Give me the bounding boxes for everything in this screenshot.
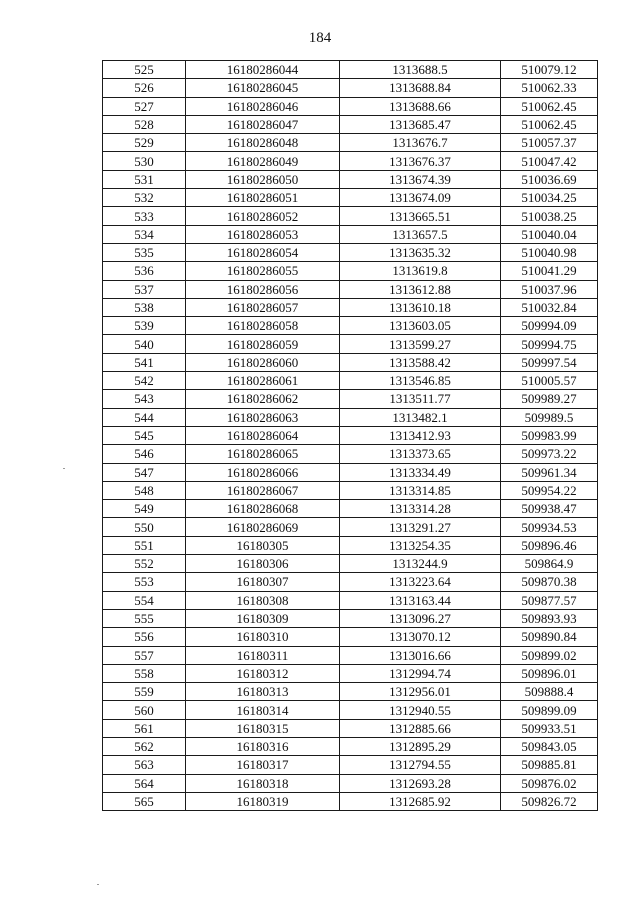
x-coordinate-cell: 1313291.27	[340, 518, 501, 536]
x-coordinate-cell: 1312940.55	[340, 701, 501, 719]
row-index-cell: 542	[103, 372, 186, 390]
y-coordinate-cell: 509994.75	[501, 335, 598, 353]
x-coordinate-cell: 1312794.55	[340, 756, 501, 774]
table-row	[103, 115, 598, 133]
table-row	[103, 189, 598, 207]
y-coordinate-cell: 510034.25	[501, 189, 598, 207]
row-index-cell: 563	[103, 756, 186, 774]
x-coordinate-cell: 1313314.28	[340, 500, 501, 518]
table-row	[103, 628, 598, 646]
point-id-cell: 16180309	[186, 609, 340, 627]
x-coordinate-cell: 1313635.32	[340, 243, 501, 261]
y-coordinate-cell: 509983.99	[501, 426, 598, 444]
row-index-cell: 532	[103, 189, 186, 207]
point-id-cell: 16180312	[186, 664, 340, 682]
table-row	[103, 170, 598, 188]
coordinates-table-body	[103, 61, 598, 811]
y-coordinate-cell: 509954.22	[501, 481, 598, 499]
x-coordinate-cell: 1312885.66	[340, 719, 501, 737]
table-row	[103, 353, 598, 371]
row-index-cell: 564	[103, 774, 186, 792]
y-coordinate-cell: 510032.84	[501, 298, 598, 316]
point-id-cell: 16180286054	[186, 243, 340, 261]
table-row	[103, 134, 598, 152]
y-coordinate-cell: 509899.02	[501, 646, 598, 664]
y-coordinate-cell: 510062.45	[501, 115, 598, 133]
y-coordinate-cell: 509864.9	[501, 555, 598, 573]
x-coordinate-cell: 1313603.05	[340, 317, 501, 335]
y-coordinate-cell: 510057.37	[501, 134, 598, 152]
point-id-cell: 16180307	[186, 573, 340, 591]
y-coordinate-cell: 509877.57	[501, 591, 598, 609]
table-row	[103, 207, 598, 225]
point-id-cell: 16180286046	[186, 97, 340, 115]
row-index-cell: 558	[103, 664, 186, 682]
y-coordinate-cell: 509989.5	[501, 408, 598, 426]
point-id-cell: 16180286066	[186, 463, 340, 481]
point-id-cell: 16180286059	[186, 335, 340, 353]
scan-speck	[63, 468, 65, 469]
x-coordinate-cell: 1313612.88	[340, 280, 501, 298]
x-coordinate-cell: 1312994.74	[340, 664, 501, 682]
x-coordinate-cell: 1313674.39	[340, 170, 501, 188]
table-row	[103, 536, 598, 554]
row-index-cell: 554	[103, 591, 186, 609]
y-coordinate-cell: 510037.96	[501, 280, 598, 298]
y-coordinate-cell: 509899.09	[501, 701, 598, 719]
point-id-cell: 16180286063	[186, 408, 340, 426]
y-coordinate-cell: 509870.38	[501, 573, 598, 591]
x-coordinate-cell: 1313688.84	[340, 79, 501, 97]
x-coordinate-cell: 1313657.5	[340, 225, 501, 243]
point-id-cell: 16180286069	[186, 518, 340, 536]
row-index-cell: 547	[103, 463, 186, 481]
point-id-cell: 16180286044	[186, 61, 340, 79]
table-row	[103, 774, 598, 792]
y-coordinate-cell: 509890.84	[501, 628, 598, 646]
x-coordinate-cell: 1313314.85	[340, 481, 501, 499]
row-index-cell: 539	[103, 317, 186, 335]
row-index-cell: 536	[103, 262, 186, 280]
x-coordinate-cell: 1313254.35	[340, 536, 501, 554]
x-coordinate-cell: 1313223.64	[340, 573, 501, 591]
x-coordinate-cell: 1313588.42	[340, 353, 501, 371]
x-coordinate-cell: 1313674.09	[340, 189, 501, 207]
table-row	[103, 390, 598, 408]
row-index-cell: 544	[103, 408, 186, 426]
y-coordinate-cell: 510062.33	[501, 79, 598, 97]
point-id-cell: 16180318	[186, 774, 340, 792]
y-coordinate-cell: 509843.05	[501, 737, 598, 755]
table-row	[103, 426, 598, 444]
y-coordinate-cell: 509876.02	[501, 774, 598, 792]
table-row	[103, 61, 598, 79]
y-coordinate-cell: 510036.69	[501, 170, 598, 188]
row-index-cell: 526	[103, 79, 186, 97]
point-id-cell: 16180286068	[186, 500, 340, 518]
row-index-cell: 535	[103, 243, 186, 261]
row-index-cell: 529	[103, 134, 186, 152]
point-id-cell: 16180317	[186, 756, 340, 774]
row-index-cell: 540	[103, 335, 186, 353]
point-id-cell: 16180313	[186, 683, 340, 701]
table-row	[103, 500, 598, 518]
row-index-cell: 537	[103, 280, 186, 298]
table-row	[103, 664, 598, 682]
table-row	[103, 152, 598, 170]
row-index-cell: 555	[103, 609, 186, 627]
table-row	[103, 683, 598, 701]
point-id-cell: 16180308	[186, 591, 340, 609]
point-id-cell: 16180286056	[186, 280, 340, 298]
row-index-cell: 534	[103, 225, 186, 243]
point-id-cell: 16180286067	[186, 481, 340, 499]
row-index-cell: 546	[103, 445, 186, 463]
x-coordinate-cell: 1313676.37	[340, 152, 501, 170]
y-coordinate-cell: 509997.54	[501, 353, 598, 371]
y-coordinate-cell: 510047.42	[501, 152, 598, 170]
point-id-cell: 16180305	[186, 536, 340, 554]
point-id-cell: 16180286050	[186, 170, 340, 188]
row-index-cell: 541	[103, 353, 186, 371]
table-row	[103, 573, 598, 591]
table-row	[103, 719, 598, 737]
y-coordinate-cell: 509888.4	[501, 683, 598, 701]
page-number: 184	[308, 30, 332, 46]
table-row	[103, 317, 598, 335]
table-row	[103, 591, 598, 609]
point-id-cell: 16180286052	[186, 207, 340, 225]
y-coordinate-cell: 510005.57	[501, 372, 598, 390]
row-index-cell: 543	[103, 390, 186, 408]
x-coordinate-cell: 1313619.8	[340, 262, 501, 280]
table-row	[103, 335, 598, 353]
point-id-cell: 16180286048	[186, 134, 340, 152]
table-row	[103, 262, 598, 280]
table-row	[103, 463, 598, 481]
point-id-cell: 16180286061	[186, 372, 340, 390]
y-coordinate-cell: 510041.29	[501, 262, 598, 280]
point-id-cell: 16180310	[186, 628, 340, 646]
point-id-cell: 16180311	[186, 646, 340, 664]
x-coordinate-cell: 1313599.27	[340, 335, 501, 353]
point-id-cell: 16180286064	[186, 426, 340, 444]
table-row	[103, 243, 598, 261]
row-index-cell: 549	[103, 500, 186, 518]
point-id-cell: 16180286049	[186, 152, 340, 170]
point-id-cell: 16180286057	[186, 298, 340, 316]
y-coordinate-cell: 509893.93	[501, 609, 598, 627]
table-row	[103, 445, 598, 463]
x-coordinate-cell: 1313482.1	[340, 408, 501, 426]
y-coordinate-cell: 509934.53	[501, 518, 598, 536]
row-index-cell: 553	[103, 573, 186, 591]
y-coordinate-cell: 510040.98	[501, 243, 598, 261]
row-index-cell: 551	[103, 536, 186, 554]
row-index-cell: 545	[103, 426, 186, 444]
point-id-cell: 16180286053	[186, 225, 340, 243]
x-coordinate-cell: 1313688.5	[340, 61, 501, 79]
row-index-cell: 538	[103, 298, 186, 316]
table-row	[103, 756, 598, 774]
point-id-cell: 16180315	[186, 719, 340, 737]
point-id-cell: 16180286058	[186, 317, 340, 335]
y-coordinate-cell: 510038.25	[501, 207, 598, 225]
table-row	[103, 79, 598, 97]
x-coordinate-cell: 1312685.92	[340, 792, 501, 810]
x-coordinate-cell: 1313665.51	[340, 207, 501, 225]
table-row	[103, 646, 598, 664]
table-row	[103, 609, 598, 627]
row-index-cell: 559	[103, 683, 186, 701]
y-coordinate-cell: 509885.81	[501, 756, 598, 774]
point-id-cell: 16180314	[186, 701, 340, 719]
point-id-cell: 16180306	[186, 555, 340, 573]
x-coordinate-cell: 1313096.27	[340, 609, 501, 627]
table-row	[103, 372, 598, 390]
table-row	[103, 737, 598, 755]
scan-speck	[97, 884, 99, 885]
y-coordinate-cell: 510062.45	[501, 97, 598, 115]
row-index-cell: 561	[103, 719, 186, 737]
x-coordinate-cell: 1313685.47	[340, 115, 501, 133]
point-id-cell: 16180286045	[186, 79, 340, 97]
y-coordinate-cell: 509994.09	[501, 317, 598, 335]
row-index-cell: 552	[103, 555, 186, 573]
table-row	[103, 701, 598, 719]
y-coordinate-cell: 509989.27	[501, 390, 598, 408]
row-index-cell: 533	[103, 207, 186, 225]
point-id-cell: 16180286047	[186, 115, 340, 133]
point-id-cell: 16180286051	[186, 189, 340, 207]
y-coordinate-cell: 509933.51	[501, 719, 598, 737]
x-coordinate-cell: 1313511.77	[340, 390, 501, 408]
table-row	[103, 408, 598, 426]
row-index-cell: 565	[103, 792, 186, 810]
row-index-cell: 557	[103, 646, 186, 664]
x-coordinate-cell: 1313334.49	[340, 463, 501, 481]
x-coordinate-cell: 1313163.44	[340, 591, 501, 609]
x-coordinate-cell: 1312895.29	[340, 737, 501, 755]
row-index-cell: 560	[103, 701, 186, 719]
row-index-cell: 530	[103, 152, 186, 170]
y-coordinate-cell: 509826.72	[501, 792, 598, 810]
x-coordinate-cell: 1313610.18	[340, 298, 501, 316]
x-coordinate-cell: 1313373.65	[340, 445, 501, 463]
y-coordinate-cell: 510079.12	[501, 61, 598, 79]
x-coordinate-cell: 1313676.7	[340, 134, 501, 152]
point-id-cell: 16180319	[186, 792, 340, 810]
x-coordinate-cell: 1312956.01	[340, 683, 501, 701]
table-row	[103, 481, 598, 499]
table-row	[103, 97, 598, 115]
point-id-cell: 16180286060	[186, 353, 340, 371]
y-coordinate-cell: 509896.46	[501, 536, 598, 554]
table-row	[103, 555, 598, 573]
y-coordinate-cell: 509896.01	[501, 664, 598, 682]
table-row	[103, 792, 598, 810]
row-index-cell: 531	[103, 170, 186, 188]
coordinates-table	[102, 60, 598, 811]
x-coordinate-cell: 1313546.85	[340, 372, 501, 390]
y-coordinate-cell: 510040.04	[501, 225, 598, 243]
point-id-cell: 16180316	[186, 737, 340, 755]
x-coordinate-cell: 1313688.66	[340, 97, 501, 115]
point-id-cell: 16180286062	[186, 390, 340, 408]
table-row	[103, 225, 598, 243]
x-coordinate-cell: 1313070.12	[340, 628, 501, 646]
y-coordinate-cell: 509938.47	[501, 500, 598, 518]
row-index-cell: 550	[103, 518, 186, 536]
row-index-cell: 527	[103, 97, 186, 115]
x-coordinate-cell: 1313412.93	[340, 426, 501, 444]
table-row	[103, 280, 598, 298]
table-row	[103, 298, 598, 316]
y-coordinate-cell: 509973.22	[501, 445, 598, 463]
point-id-cell: 16180286065	[186, 445, 340, 463]
row-index-cell: 548	[103, 481, 186, 499]
x-coordinate-cell: 1312693.28	[340, 774, 501, 792]
row-index-cell: 556	[103, 628, 186, 646]
table-row	[103, 518, 598, 536]
row-index-cell: 528	[103, 115, 186, 133]
x-coordinate-cell: 1313016.66	[340, 646, 501, 664]
point-id-cell: 16180286055	[186, 262, 340, 280]
x-coordinate-cell: 1313244.9	[340, 555, 501, 573]
row-index-cell: 525	[103, 61, 186, 79]
row-index-cell: 562	[103, 737, 186, 755]
y-coordinate-cell: 509961.34	[501, 463, 598, 481]
